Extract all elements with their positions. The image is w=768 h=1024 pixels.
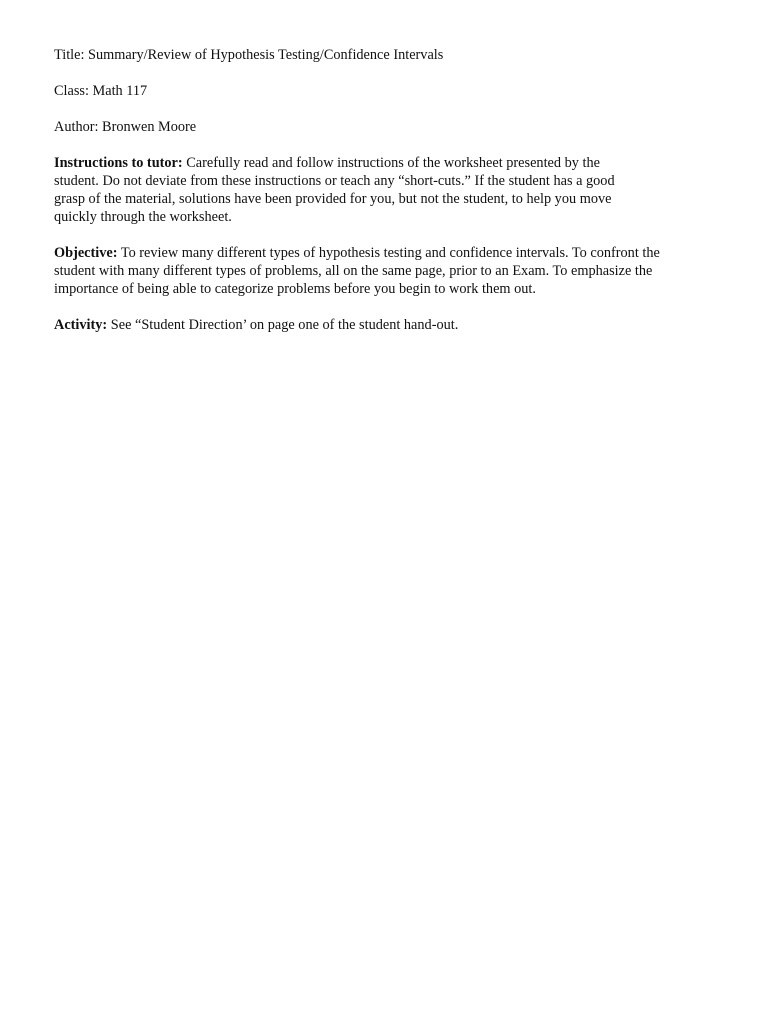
instructions-line-2: student. Do not deviate from these instructions or teach any “short-cuts.” If the student has a good xyxy=(54,173,615,189)
objective-label: Objective: xyxy=(54,245,118,261)
instructions-line-4: quickly through the worksheet. xyxy=(54,209,232,225)
objective-line-2: student with many different types of problems, all on the same page, prior to an Exam. To emphasize the xyxy=(54,263,653,279)
activity-label: Activity: xyxy=(54,317,108,333)
objective-line-1 xyxy=(54,244,728,262)
activity-line xyxy=(54,316,728,334)
instructions-text-1: Carefully read and follow instructions of the worksheet presented by the xyxy=(182,155,600,171)
class-line xyxy=(54,82,728,100)
title-line xyxy=(54,46,728,64)
activity-paragraph xyxy=(54,316,728,334)
author-line xyxy=(54,118,728,136)
instructions-line-1 xyxy=(54,154,728,172)
activity-text: See “Student Direction’ on page one of the student hand-out. xyxy=(107,317,459,333)
objective-line-3: importance of being able to categorize problems before you begin to work them out. xyxy=(54,281,536,297)
instructions-line-3: grasp of the material, solutions have been provided for you, but not the student, to help you move xyxy=(54,191,612,207)
objective-paragraph xyxy=(54,244,728,298)
instructions-label: Instructions to tutor: xyxy=(54,155,183,171)
author-text: Author: Bronwen Moore xyxy=(54,119,197,135)
objective-text-1: To review many different types of hypothesis testing and confidence intervals. To confront the xyxy=(117,245,660,261)
title-text: Title: Summary/Review of Hypothesis Testing/Confidence Intervals xyxy=(54,47,444,63)
instructions-paragraph xyxy=(54,154,728,226)
class-text: Class: Math 117 xyxy=(54,83,148,99)
